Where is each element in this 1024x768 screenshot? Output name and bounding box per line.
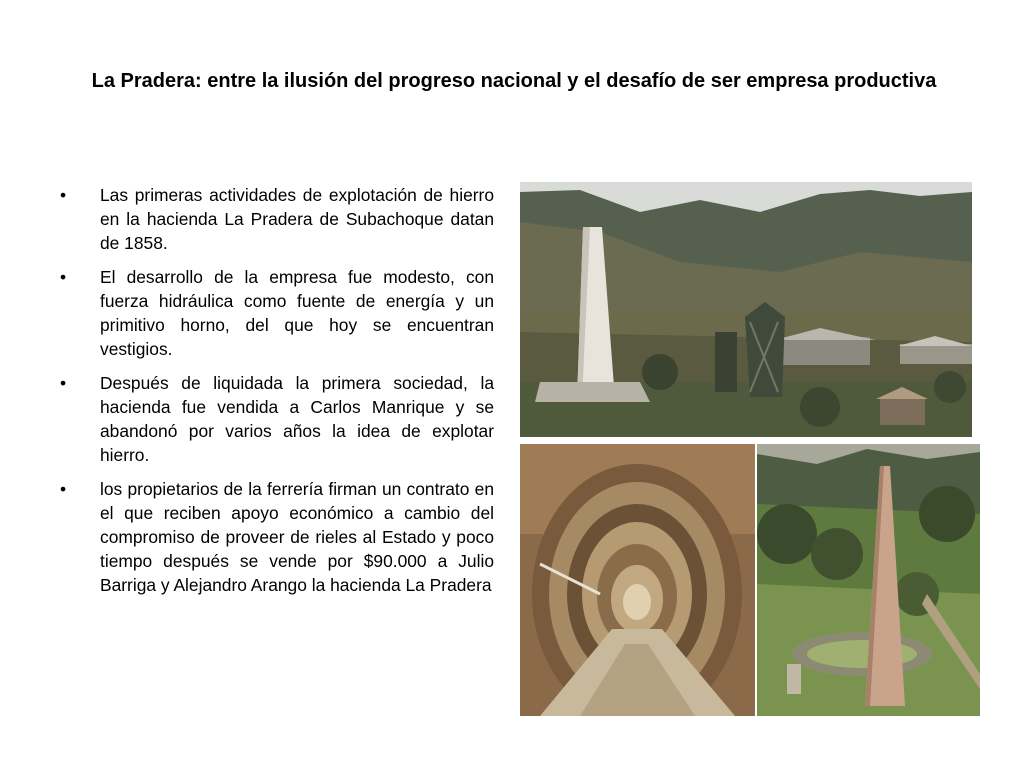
slide-title: La Pradera: entre la ilusión del progreso nacional y el desafío de ser empresa productiva: [91, 70, 937, 92]
bullet-text: Las primeras actividades de explotación de hierro en la hacienda La Pradera de Subachoque datan de 1858.: [100, 185, 494, 253]
bullet-list: [60, 183, 494, 607]
bullet-text: El desarrollo de la empresa fue modesto, con fuerza hidráulica como fuente de energía y un primitivo horno, del que hoy se encuentran vestigios.: [100, 267, 494, 359]
brick-chimney-photo: [757, 444, 980, 716]
bullet-icon: •: [60, 185, 67, 205]
bullet-item: [60, 265, 494, 361]
bullet-icon: •: [60, 479, 67, 499]
bullet-item: [60, 183, 494, 255]
bullet-item: [60, 477, 494, 597]
bullet-text: Después de liquidada la primera sociedad, la hacienda fue vendida a Carlos Manrique y se abandonó por varios años la idea de explotar hierro.: [100, 373, 494, 465]
stone-tunnel-photo: [520, 444, 755, 716]
bullet-icon: •: [60, 373, 67, 393]
bullet-text: los propietarios de la ferrería firman un contrato en el que reciben apoyo económico a cambio del compromiso de proveer de rieles al Estado y poco tiempo después se vende por $90.000 a Julio Barriga y Alejandro Arango la hacienda La Pradera: [100, 479, 494, 595]
ironworks-landscape-photo: [520, 182, 972, 437]
bullet-icon: •: [60, 267, 67, 287]
bullet-item: [60, 371, 494, 467]
